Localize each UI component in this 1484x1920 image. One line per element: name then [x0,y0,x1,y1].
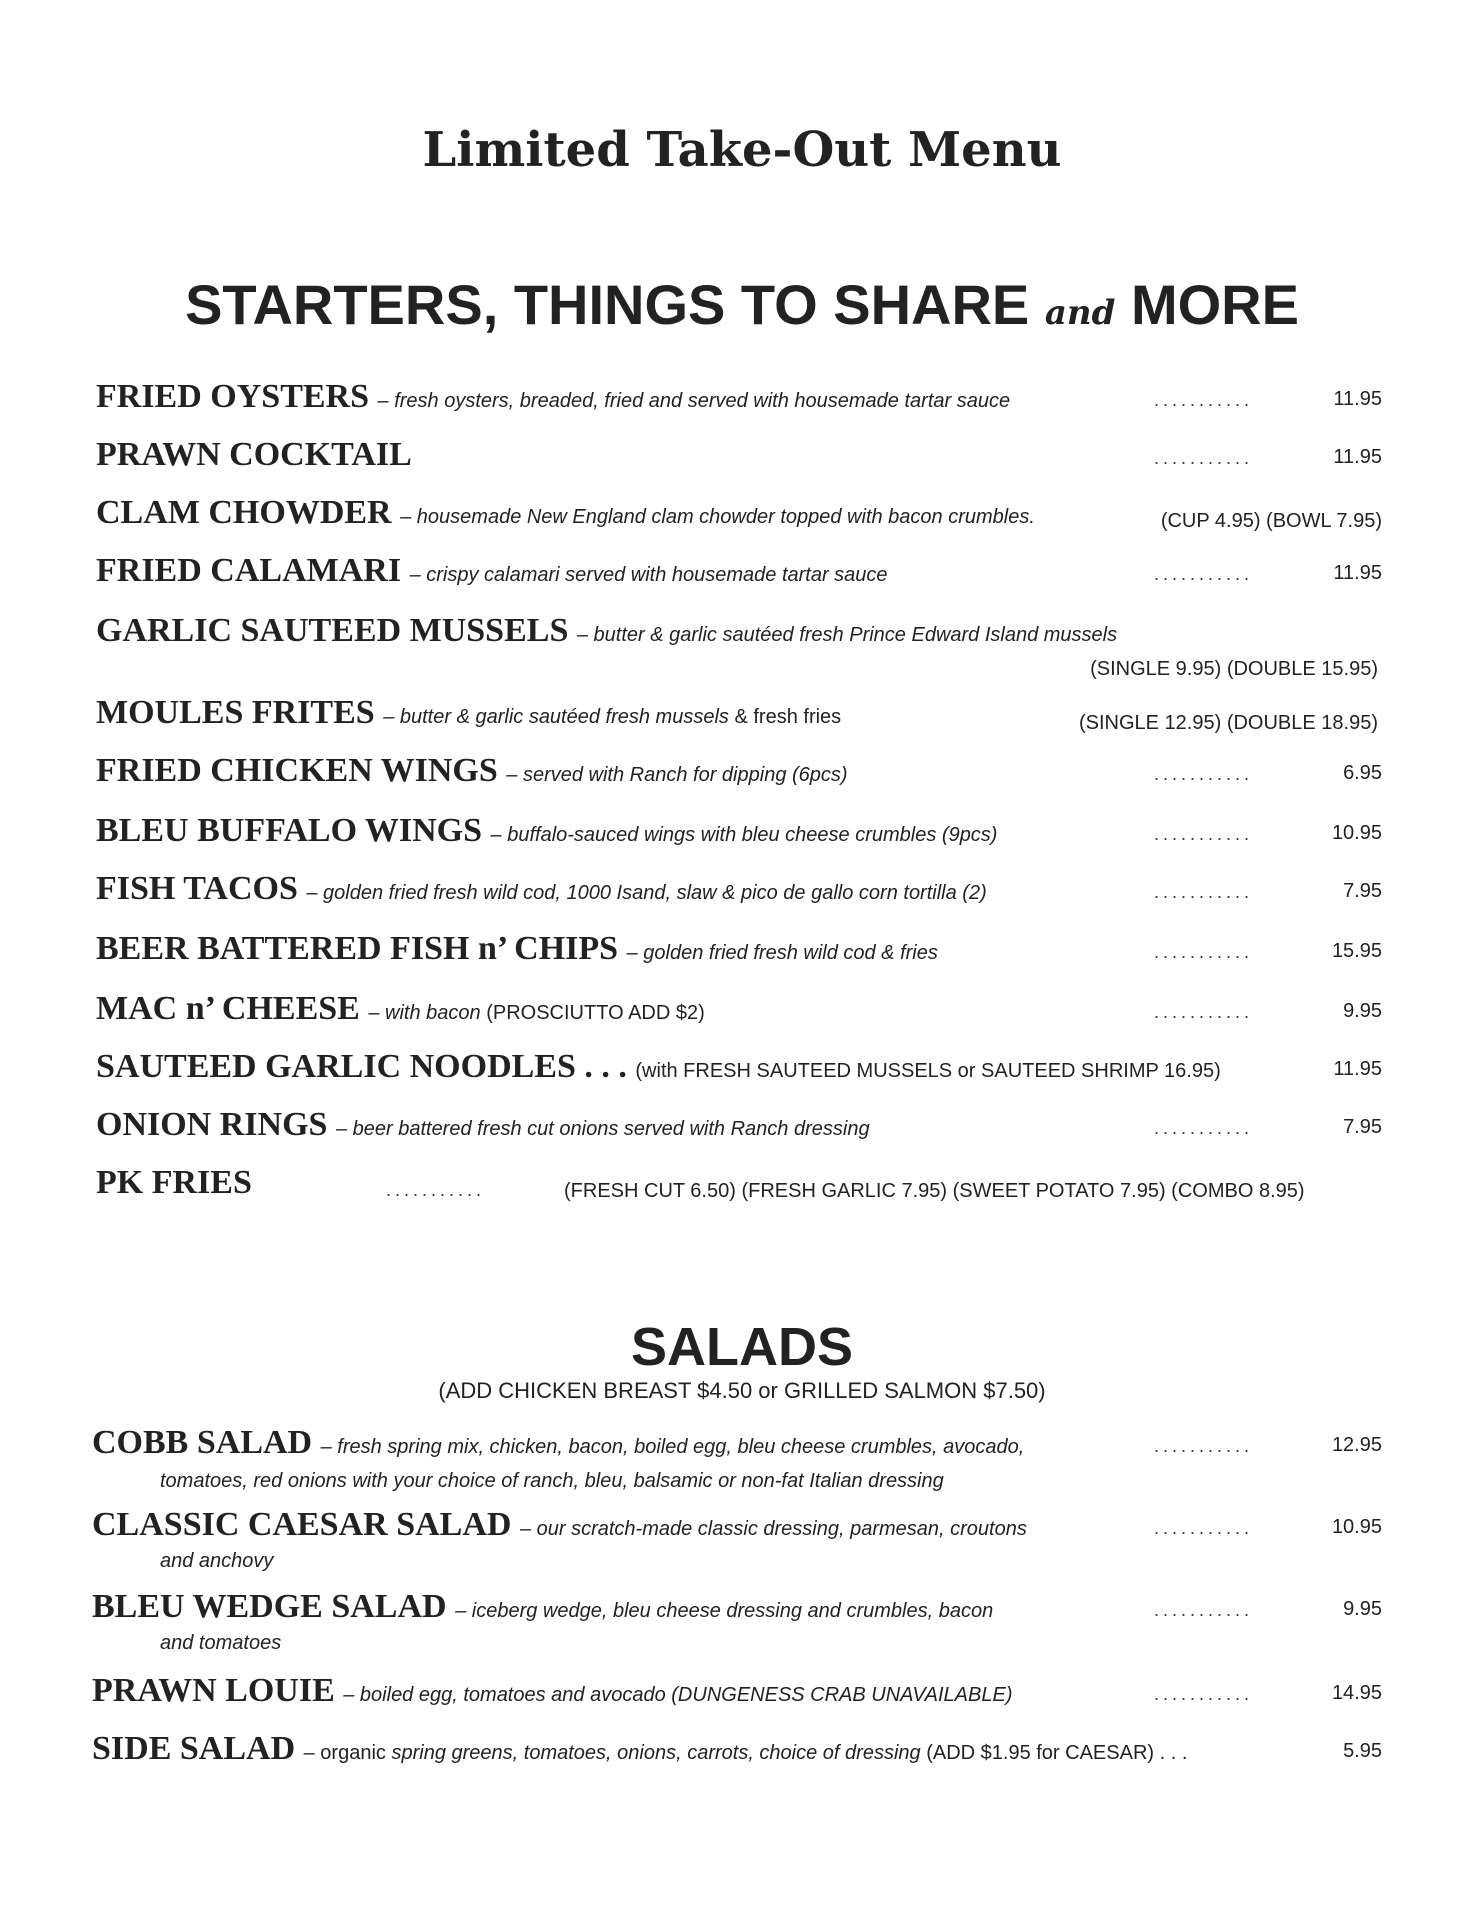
item-description: spring greens, tomatoes, onions, carrots, choice of dressing [391,1742,921,1764]
menu-item [0,694,1484,738]
leader-dots: ........... [1154,564,1254,584]
item-description: – iceberg wedge, bleu cheese dressing and crumbles, bacon [455,1600,994,1622]
leader-dots: ........... [1154,1118,1254,1138]
item-price: 11.95 [1333,446,1382,468]
item-name: PRAWN LOUIE [92,1672,335,1709]
item-description: – fresh oysters, breaded, fried and served with housemade tartar sauce [377,390,1011,412]
menu-item [0,1048,1484,1092]
item-description: – butter & garlic sautéed fresh mussels [383,706,729,728]
item-name: BLEU BUFFALO WINGS [96,812,483,849]
item-price: 10.95 [1331,1516,1382,1538]
item-name: BEER BATTERED FISH n’ CHIPS [96,930,619,967]
leader-dots: ........... [1154,824,1254,844]
item-price: 11.95 [1333,1058,1382,1080]
item-name: CLAM CHOWDER [96,494,392,531]
leader-dots: ........... [1154,1518,1254,1538]
leader-dots: ........... [386,1180,486,1200]
menu-item [0,1672,1484,1716]
menu-item [0,870,1484,914]
item-name: MAC n’ CHEESE [96,990,360,1027]
item-price: 11.95 [1333,562,1382,584]
item-description-extra: (PROSCIUTTO ADD $2) [480,1002,705,1024]
menu-item [0,752,1484,796]
item-price: 12.95 [1331,1434,1382,1456]
item-description: – beer battered fresh cut onions served with Ranch dressing [335,1118,870,1140]
leader-dots: ........... [1154,764,1254,784]
item-price: 14.95 [1331,1682,1382,1704]
menu-item [0,612,1484,688]
item-name: PRAWN COCKTAIL [96,436,412,473]
item-description: – our scratch-made classic dressing, parmesan, croutons [519,1518,1027,1540]
menu-item [0,494,1484,538]
menu-item [0,1106,1484,1150]
salads-add-note: (ADD CHICKEN BREAST $4.50 or GRILLED SALMON $7.50) [438,1378,1046,1403]
menu-item [0,1506,1484,1578]
item-description: – butter & garlic sautéed fresh Prince Edward Island mussels [576,624,1118,646]
starters-heading-post: MORE [1130,273,1299,336]
menu-item [0,1588,1484,1660]
item-name: BLEU WEDGE SALAD [92,1588,447,1625]
salads-heading: SALADS [630,1317,853,1377]
item-name: COBB SALAD [92,1424,313,1461]
item-price: 7.95 [1343,880,1382,902]
item-description-extra: & fresh fries [728,706,842,728]
item-price: 9.95 [1343,1000,1382,1022]
leader-dots: ........... [1154,1600,1254,1620]
item-description: – golden fried fresh wild cod, 1000 Isand, slaw & pico de gallo corn tortilla (2) [306,882,987,904]
item-description: – buffalo-sauced wings with bleu cheese crumbles (9pcs) [490,824,998,846]
item-description-extra: (with FRESH SAUTEED MUSSELS or SAUTEED SHRIMP 16.95) [635,1060,1221,1082]
menu-item [0,378,1484,422]
item-description: – boiled egg, tomatoes and avocado (DUNGENESS CRAB UNAVAILABLE) [343,1684,1013,1706]
item-price: 15.95 [1331,940,1382,962]
item-price: 11.95 [1333,388,1382,410]
item-name: FRIED OYSTERS [96,378,370,415]
menu-item [0,552,1484,596]
item-description: – with bacon [368,1002,481,1024]
item-sizes: (SINGLE 9.95) (DOUBLE 15.95) [1090,658,1378,680]
menu-item [0,1164,1484,1208]
item-description: – housemade New England clam chowder topped with bacon crumbles. [400,506,1035,528]
leader-dots: ........... [1154,1002,1254,1022]
leader-dots: ........... [1154,882,1254,902]
item-description-prefix: – organic [303,1742,392,1764]
item-description-cont: and anchovy [160,1550,274,1572]
item-price: 5.95 [1343,1740,1382,1762]
item-price: 6.95 [1343,762,1382,784]
item-description: – fresh spring mix, chicken, bacon, boiled egg, bleu cheese crumbles, avocado, [320,1436,1025,1458]
menu-item [0,1424,1484,1496]
item-description-extra: (ADD $1.95 for CAESAR) . . . [920,1742,1188,1764]
item-description: – golden fried fresh wild cod & fries [626,942,938,964]
item-name: SIDE SALAD [92,1730,296,1767]
item-name: CLASSIC CAESAR SALAD [92,1506,512,1543]
menu-item [0,990,1484,1034]
item-sizes: (SINGLE 12.95) (DOUBLE 18.95) [1078,712,1378,734]
item-price: 7.95 [1343,1116,1382,1138]
starters-heading [0,272,1484,337]
item-description: – crispy calamari served with housemade tartar sauce [409,564,888,586]
starters-heading-and: and [1044,293,1116,333]
leader-dots: ........... [1154,1436,1254,1456]
menu-item [0,1730,1484,1774]
leader-dots: ........... [1154,1684,1254,1704]
menu-item [0,930,1484,974]
item-description-cont: tomatoes, red onions with your choice of ranch, bleu, balsamic or non-fat Italian dressing [160,1470,944,1492]
item-name: SAUTEED GARLIC NOODLES . . . [96,1048,627,1085]
item-sizes: (CUP 4.95) (BOWL 7.95) [1160,510,1382,532]
item-price: 10.95 [1331,822,1382,844]
menu-item [0,812,1484,856]
item-name: PK FRIES [96,1164,252,1201]
item-description: – served with Ranch for dipping (6pcs) [506,764,848,786]
leader-dots: ........... [1154,390,1254,410]
item-name: GARLIC SAUTEED MUSSELS [96,612,569,649]
item-name: FRIED CHICKEN WINGS [96,752,498,789]
leader-dots: ........... [1154,448,1254,468]
item-sizes: (FRESH CUT 6.50) (FRESH GARLIC 7.95) (SWEET POTATO 7.95) (COMBO 8.95) [564,1180,1305,1202]
item-name: FRIED CALAMARI [96,552,402,589]
item-name: MOULES FRITES [96,694,375,731]
item-name: FISH TACOS [96,870,298,907]
item-description-cont: and tomatoes [160,1632,282,1654]
item-name: ONION RINGS [96,1106,328,1143]
leader-dots: ........... [1154,942,1254,962]
page-title: Limited Take-Out Menu [422,122,1062,178]
item-price: 9.95 [1343,1598,1382,1620]
starters-heading-pre: STARTERS, THINGS TO SHARE [185,273,1030,336]
menu-item [0,436,1484,480]
